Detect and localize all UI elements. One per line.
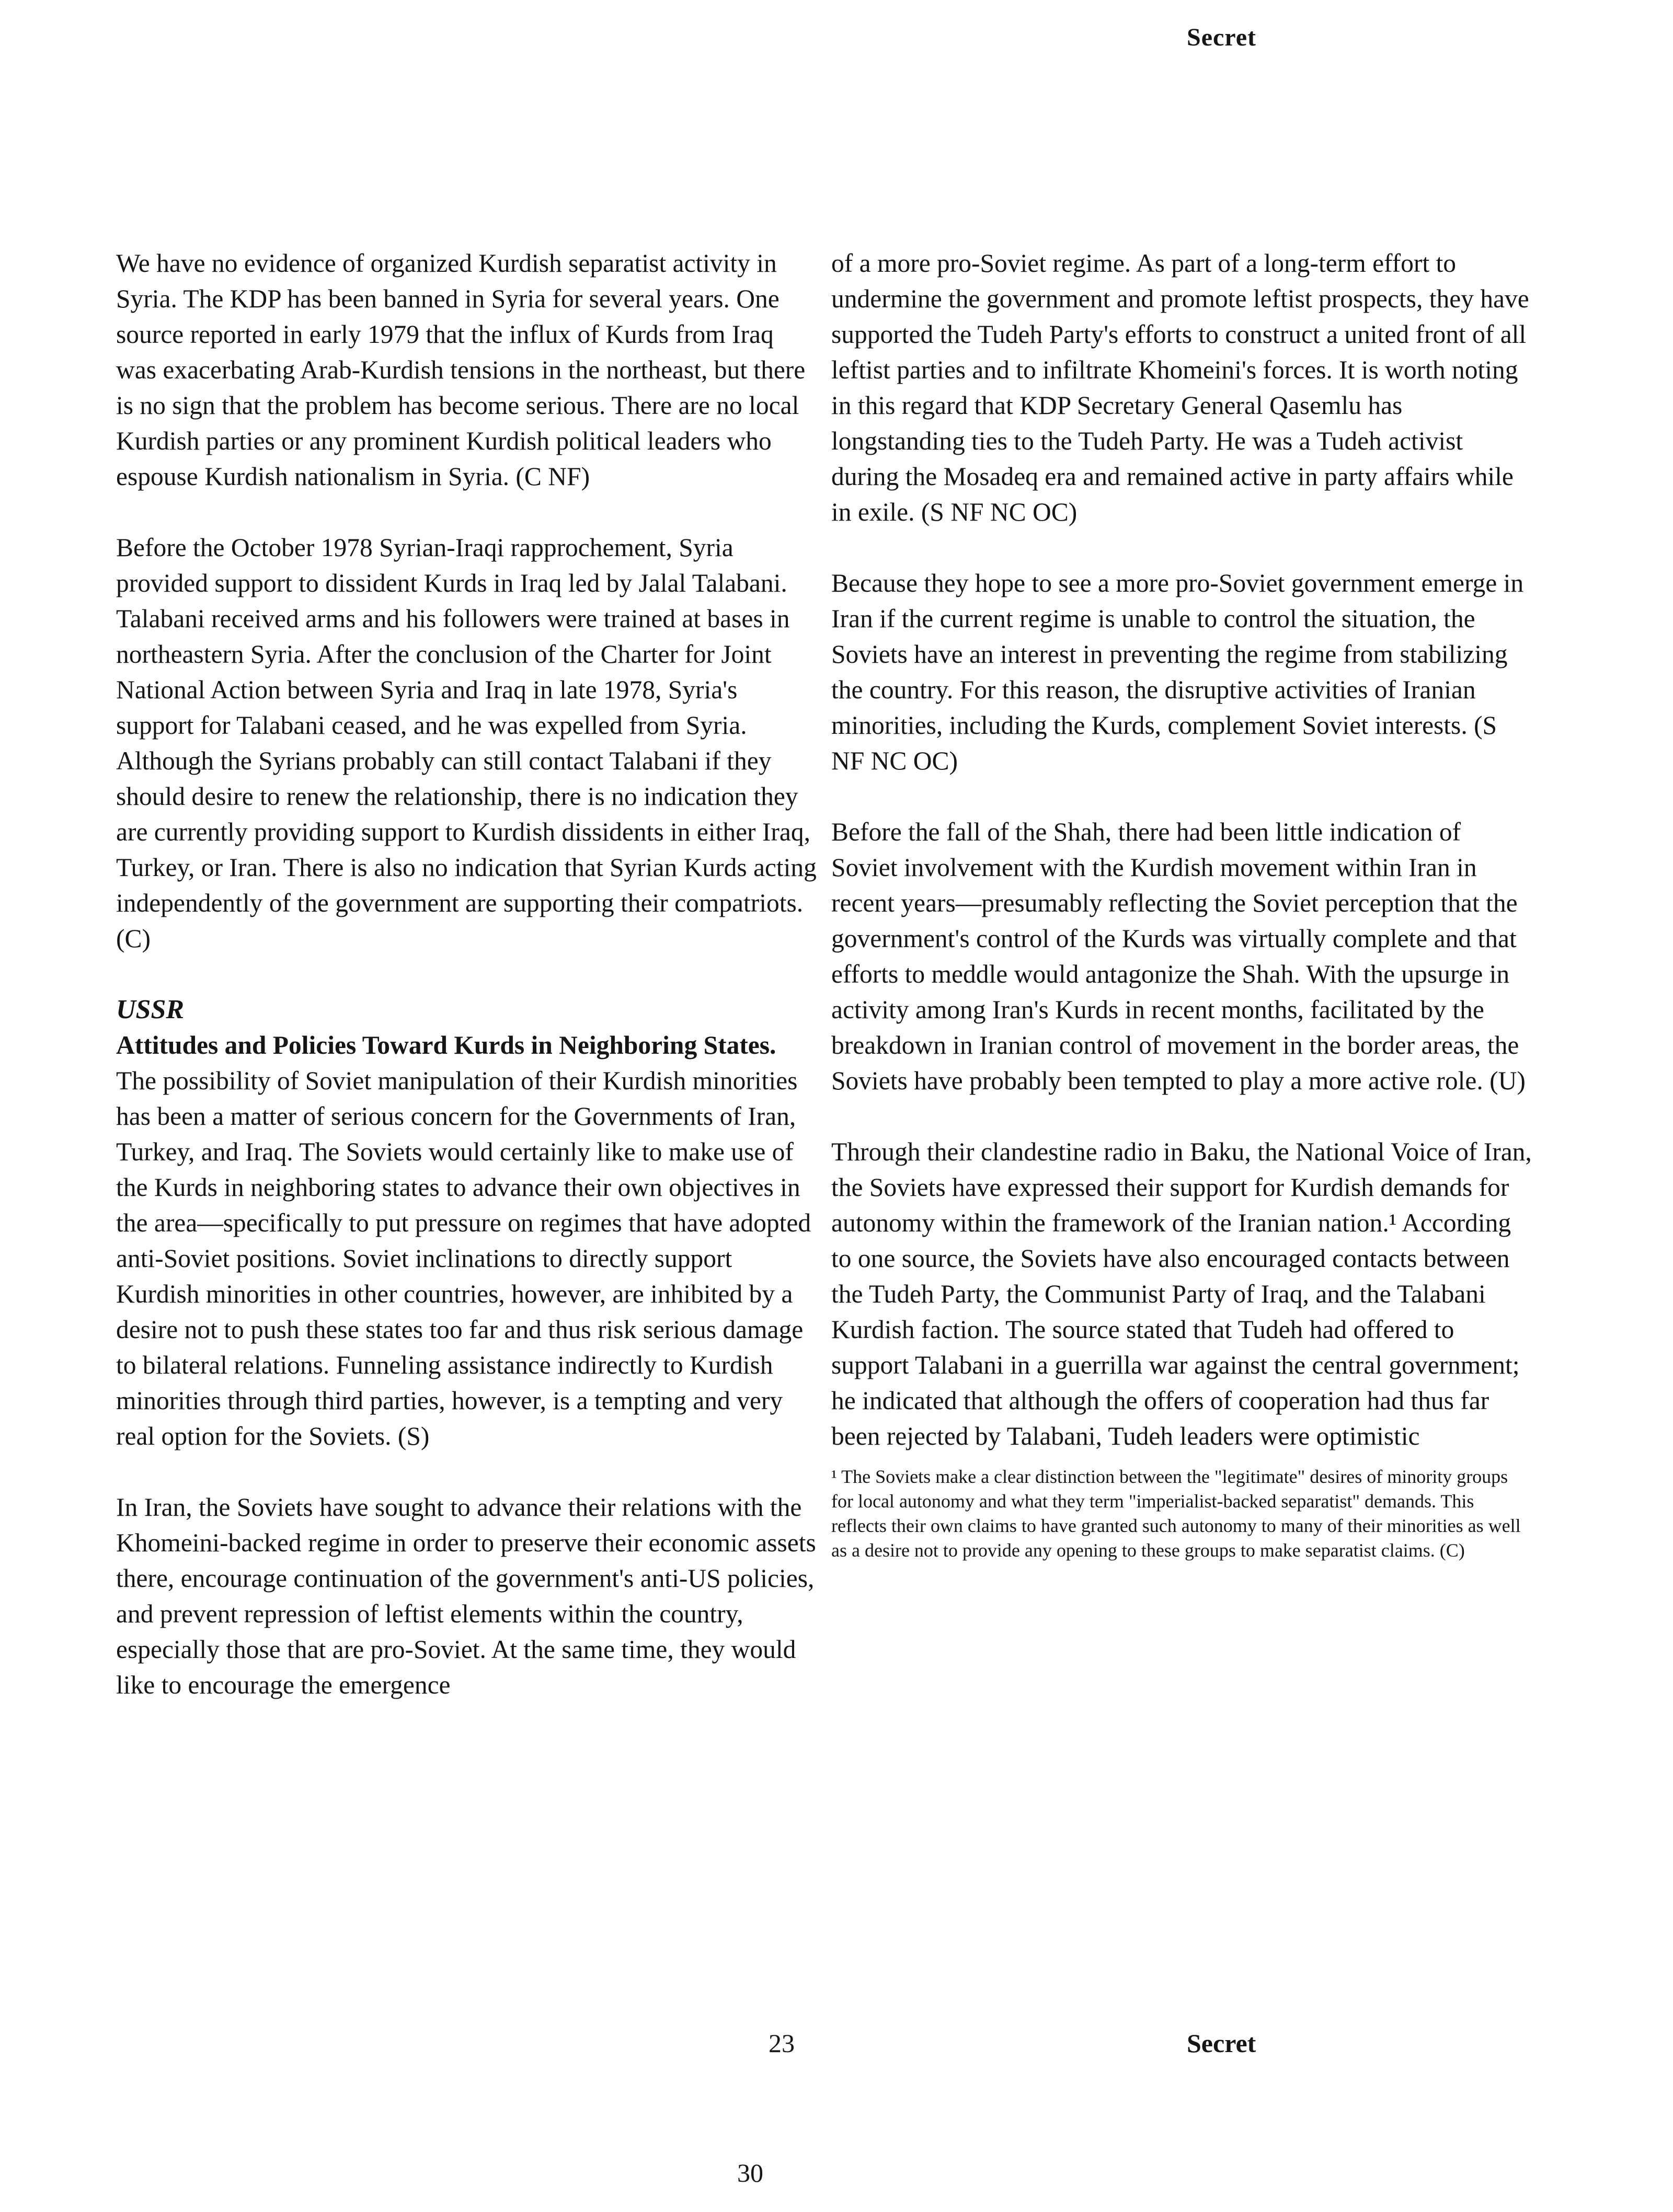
footnote	[831, 1465, 1532, 1563]
paragraph-iran-relations: In Iran, the Soviets have sought to advance their relations with the Khomeini-backed regime in order to preserve their economic assets there, encourage continuation of the government's anti-US policies, and prevent repression of leftist elements within the country, especially those that are pro-Soviet. At the same time, they would like to encourage the emergence	[116, 1493, 816, 1699]
subheading-attitudes: Attitudes and Policies Toward Kurds in Neighboring States.	[116, 1031, 776, 1059]
paragraph-soviet-interest: Because they hope to see a more pro-Soviet government emerge in Iran if the current regime is unable to control the situation, the Soviets have an interest in preventing the regime from stabilizing the country. For this reason, the disruptive activities of Iranian minorities, including the Kurds, complement Soviet interests. (S NF NC OC)	[831, 569, 1524, 775]
classification-footer: Secret	[1187, 2029, 1256, 2058]
left-column	[116, 246, 817, 1738]
paragraph-soviet-attitudes-body: The possibility of Soviet manipulation of their Kurdish minorities has been a matter of serious concern for the Governments of Iran, Turkey, and Iraq. The Soviets would certainly like to make use of the Kurds in neighboring states to advance their own objectives in the area—specifically to put pressure on regimes that have adopted anti-Soviet positions. Soviet inclinations to directly support Kurdish minorities in other countries, however, are inhibited by a desire not to push these states too far and thus risk serious damage to bilateral relations. Funneling assistance indirectly to Kurdish minorities through third parties, however, is a tempting and very real option for the Soviets. (S)	[116, 1066, 811, 1450]
paragraph-soviet-attitudes	[116, 1028, 817, 1454]
paragraph-fall-of-shah: Before the fall of the Shah, there had been little indication of Soviet involvement with the Kurdish movement within Iran in recent years—presumably reflecting the Soviet perception that the government's control of the Kurds was virtually complete and that efforts to meddle would antagonize the Shah. With the upsurge in activity among Iran's Kurds in recent months, facilitated by the breakdown in Iranian control of movement in the border areas, the Soviets have probably been tempted to play a more active role. (U)	[831, 817, 1526, 1095]
paragraph-syria-separatism: We have no evidence of organized Kurdish separatist activity in Syria. The KDP has been banned in Syria for several years. One source reported in early 1979 that the influx of Kurds from Iraq was exacerbating Arab-Kurdish tensions in the northeast, but there is no sign that the problem has become serious. There are no local Kurdish parties or any prominent Kurdish political leaders who espouse Kurdish nationalism in Syria. (C NF)	[116, 249, 806, 491]
section-heading-ussr: USSR	[116, 995, 185, 1024]
paragraph-tudeh-party: of a more pro-Soviet regime. As part of a long-term effort to undermine the government and promote leftist prospects, they have supported the Tudeh Party's efforts to construct a united front of all leftist parties and to infiltrate Khomeini's forces. It is worth noting in this regard that KDP Secretary General Qasemlu has longstanding ties to the Tudeh Party. He was a Tudeh activist during the Mosadeq era and remained active in party affairs while in exile. (S NF NC OC)	[831, 249, 1529, 526]
footnote-text: ¹ The Soviets make a clear distinction between the "legitimate" desires of minority groups for local autonomy and what they term "imperialist-backed separatist" demands. This reflects their own claims to have granted such autonomy to many of their minorities as well as a desire not to provide any opening to these groups to make separatist claims. (C)	[831, 1466, 1521, 1561]
paragraph-syria-talabani: Before the October 1978 Syrian-Iraqi rapprochement, Syria provided support to dissident Kurds in Iraq led by Jalal Talabani. Talabani received arms and his followers were trained at bases in northeastern Syria. After the conclusion of the Charter for Joint National Action between Syria and Iraq in late 1978, Syria's support for Talabani ceased, and he was expelled from Syria. Although the Syrians probably can still contact Talabani if they should desire to renew the relationship, there is no indication they are currently providing support to Kurdish dissidents in either Iraq, Turkey, or Iran. There is also no indication that Syrian Kurds acting independently of the government are supporting their compatriots. (C)	[116, 533, 817, 953]
paragraph-clandestine-radio: Through their clandestine radio in Baku, the National Voice of Iran, the Soviets have expressed their support for Kurdish demands for autonomy within the framework of the Iranian nation.¹ According to one source, the Soviets have also encouraged contacts between the Tudeh Party, the Communist Party of Iraq, and the Talabani Kurdish faction. The source stated that Tudeh had offered to support Talabani in a guerrilla war against the central government; he indicated that although the offers of cooperation had thus far been rejected by Talabani, Tudeh leaders were optimistic	[831, 1137, 1532, 1450]
classification-header: Secret	[1187, 24, 1257, 51]
right-column	[831, 246, 1532, 1563]
page-number: 23	[769, 2029, 795, 2058]
frame-number: 30	[737, 2158, 763, 2187]
